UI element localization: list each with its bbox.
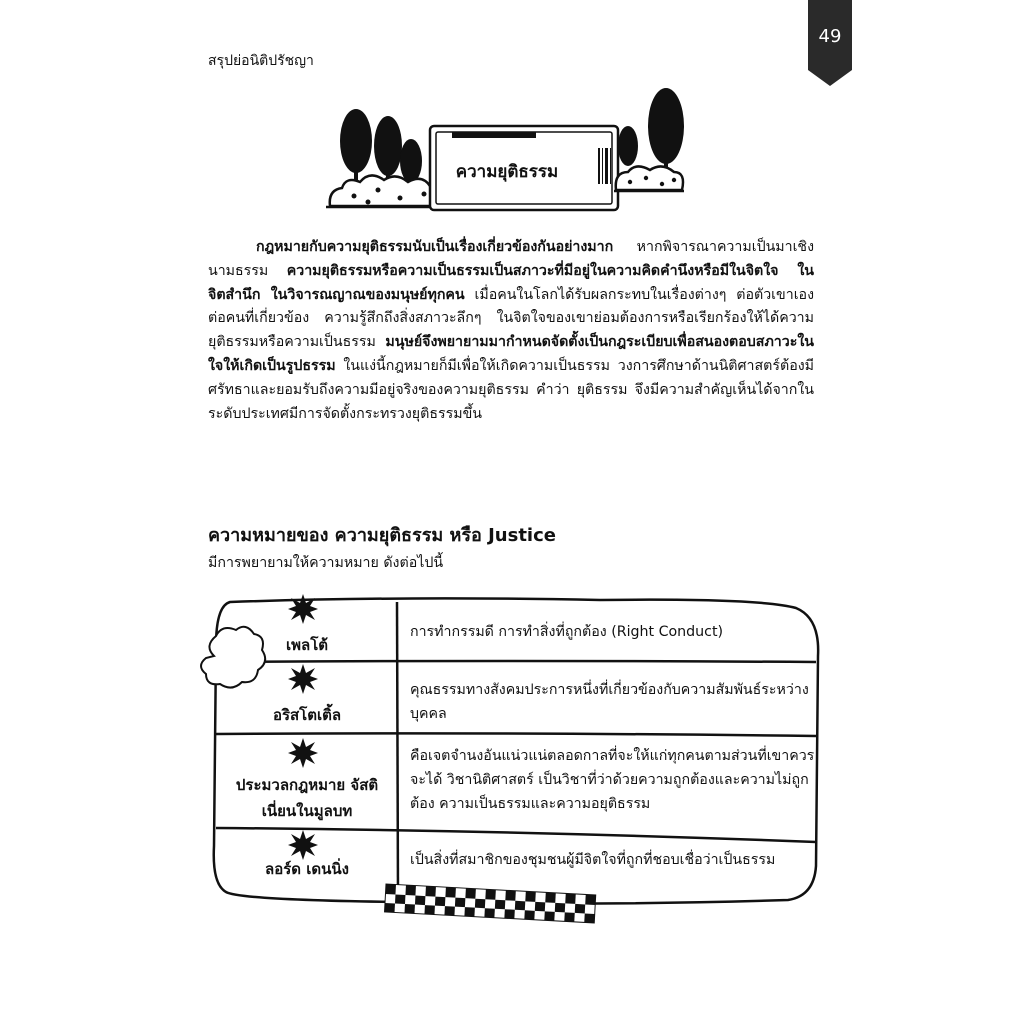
book-title: สรุปย่อนิติปรัชญา xyxy=(208,53,314,69)
intro-bold-1: กฎหมายกับความยุติธรรมนับเป็นเรื่องเกี่ยวข้องกันอย่างมาก xyxy=(256,239,614,255)
definition-text: คุณธรรมทางสังคมประการหนึ่งที่เกี่ยวข้องกับความสัมพันธ์ระหว่างบุคคล xyxy=(410,682,809,722)
definition-text: การทำกรรมดี การทำสิ่งที่ถูกต้อง (Right Conduct) xyxy=(410,624,724,640)
definition-text: เป็นสิ่งที่สมาชิกของชุมชนผู้มีจิตใจที่ถูกที่ชอบเชื่อว่าเป็นธรรม xyxy=(410,852,776,868)
definition-name: เพลโต้ xyxy=(285,636,328,654)
intro-paragraph xyxy=(208,236,814,426)
definitions-table xyxy=(200,596,824,926)
section-heading: ความหมายของ ความยุติธรรม หรือ Justice xyxy=(208,525,556,546)
definition-text: คือเจตจำนงอันแน่วแน่ตลอดกาลที่จะให้แก่ทุกคนตามส่วนที่เขาควรจะได้ วิชานิติศาสตร์ เป็นวิชาที่ว่าด้วยความถูกต้องและความไม่ถูกต้อง ความเป็นธรรมและความอยุติธรรม xyxy=(410,748,815,812)
intro-text-3: ในแง่นี้กฎหมายก็มีเพื่อให้เกิดความเป็นธรรม วงการศึกษาด้านนิติศาสตร์ต้องมีศรัทธาและยอมรับถึงความมีอยู่จริงของความยุติธรรม คำว่า ยุติธรรม จึงมีความสำคัญเห็นได้จากในระดับประเทศมีการจัดตั้งกระทรวงยุติธรรมขึ้น xyxy=(208,357,814,422)
banner-title: ความยุติธรรม xyxy=(455,162,559,182)
intro-bold-2: ความยุติธรรมหรือความเป็นธรรมเป็นสภาวะที่มีอยู่ในความคิดคำนึงหรือมีในจิตใจ ในจิตสำนึก ในวิจารณญาณของมนุษย์ทุกคน xyxy=(208,262,814,303)
definition-name: อริสโตเติ้ล xyxy=(272,706,342,724)
definition-name: ประมวลกฎหมาย จัสติเนี่ยนในมูลบท xyxy=(235,776,379,820)
definition-name: ลอร์ด เดนนิ่ง xyxy=(265,860,349,878)
intro-bold-3: มนุษย์จึงพยายามมากำหนดจัดตั้งเป็นกฎระเบียบเพื่อสนองตอบสภาวะในใจให้เกิดเป็นรูปธรรม xyxy=(208,334,814,374)
trees-ticket-illustration xyxy=(326,86,686,216)
intro-text-1: หากพิจารณาความเป็นมาเชิงนามธรรม xyxy=(208,239,814,279)
star-burst-icon xyxy=(288,664,318,694)
intro-text-2: เมื่อคนในโลกได้รับผลกระทบในเรื่องต่างๆ ต่อตัวเขาเอง ต่อคนที่เกี่ยวข้อง ความรู้สึกถึงสิ่งสภาวะลึกๆ ในจิตใจของเขาย่อมต้องการหรือเรียกร้องให้ได้ความยุติธรรมหรือความเป็นธรรม xyxy=(208,286,814,351)
star-burst-icon xyxy=(288,738,318,768)
star-burst-icon xyxy=(288,594,318,624)
page-number: 49 xyxy=(818,26,842,47)
section-subheading: มีการพยายามให้ความหมาย ดังต่อไปนี้ xyxy=(208,555,444,571)
